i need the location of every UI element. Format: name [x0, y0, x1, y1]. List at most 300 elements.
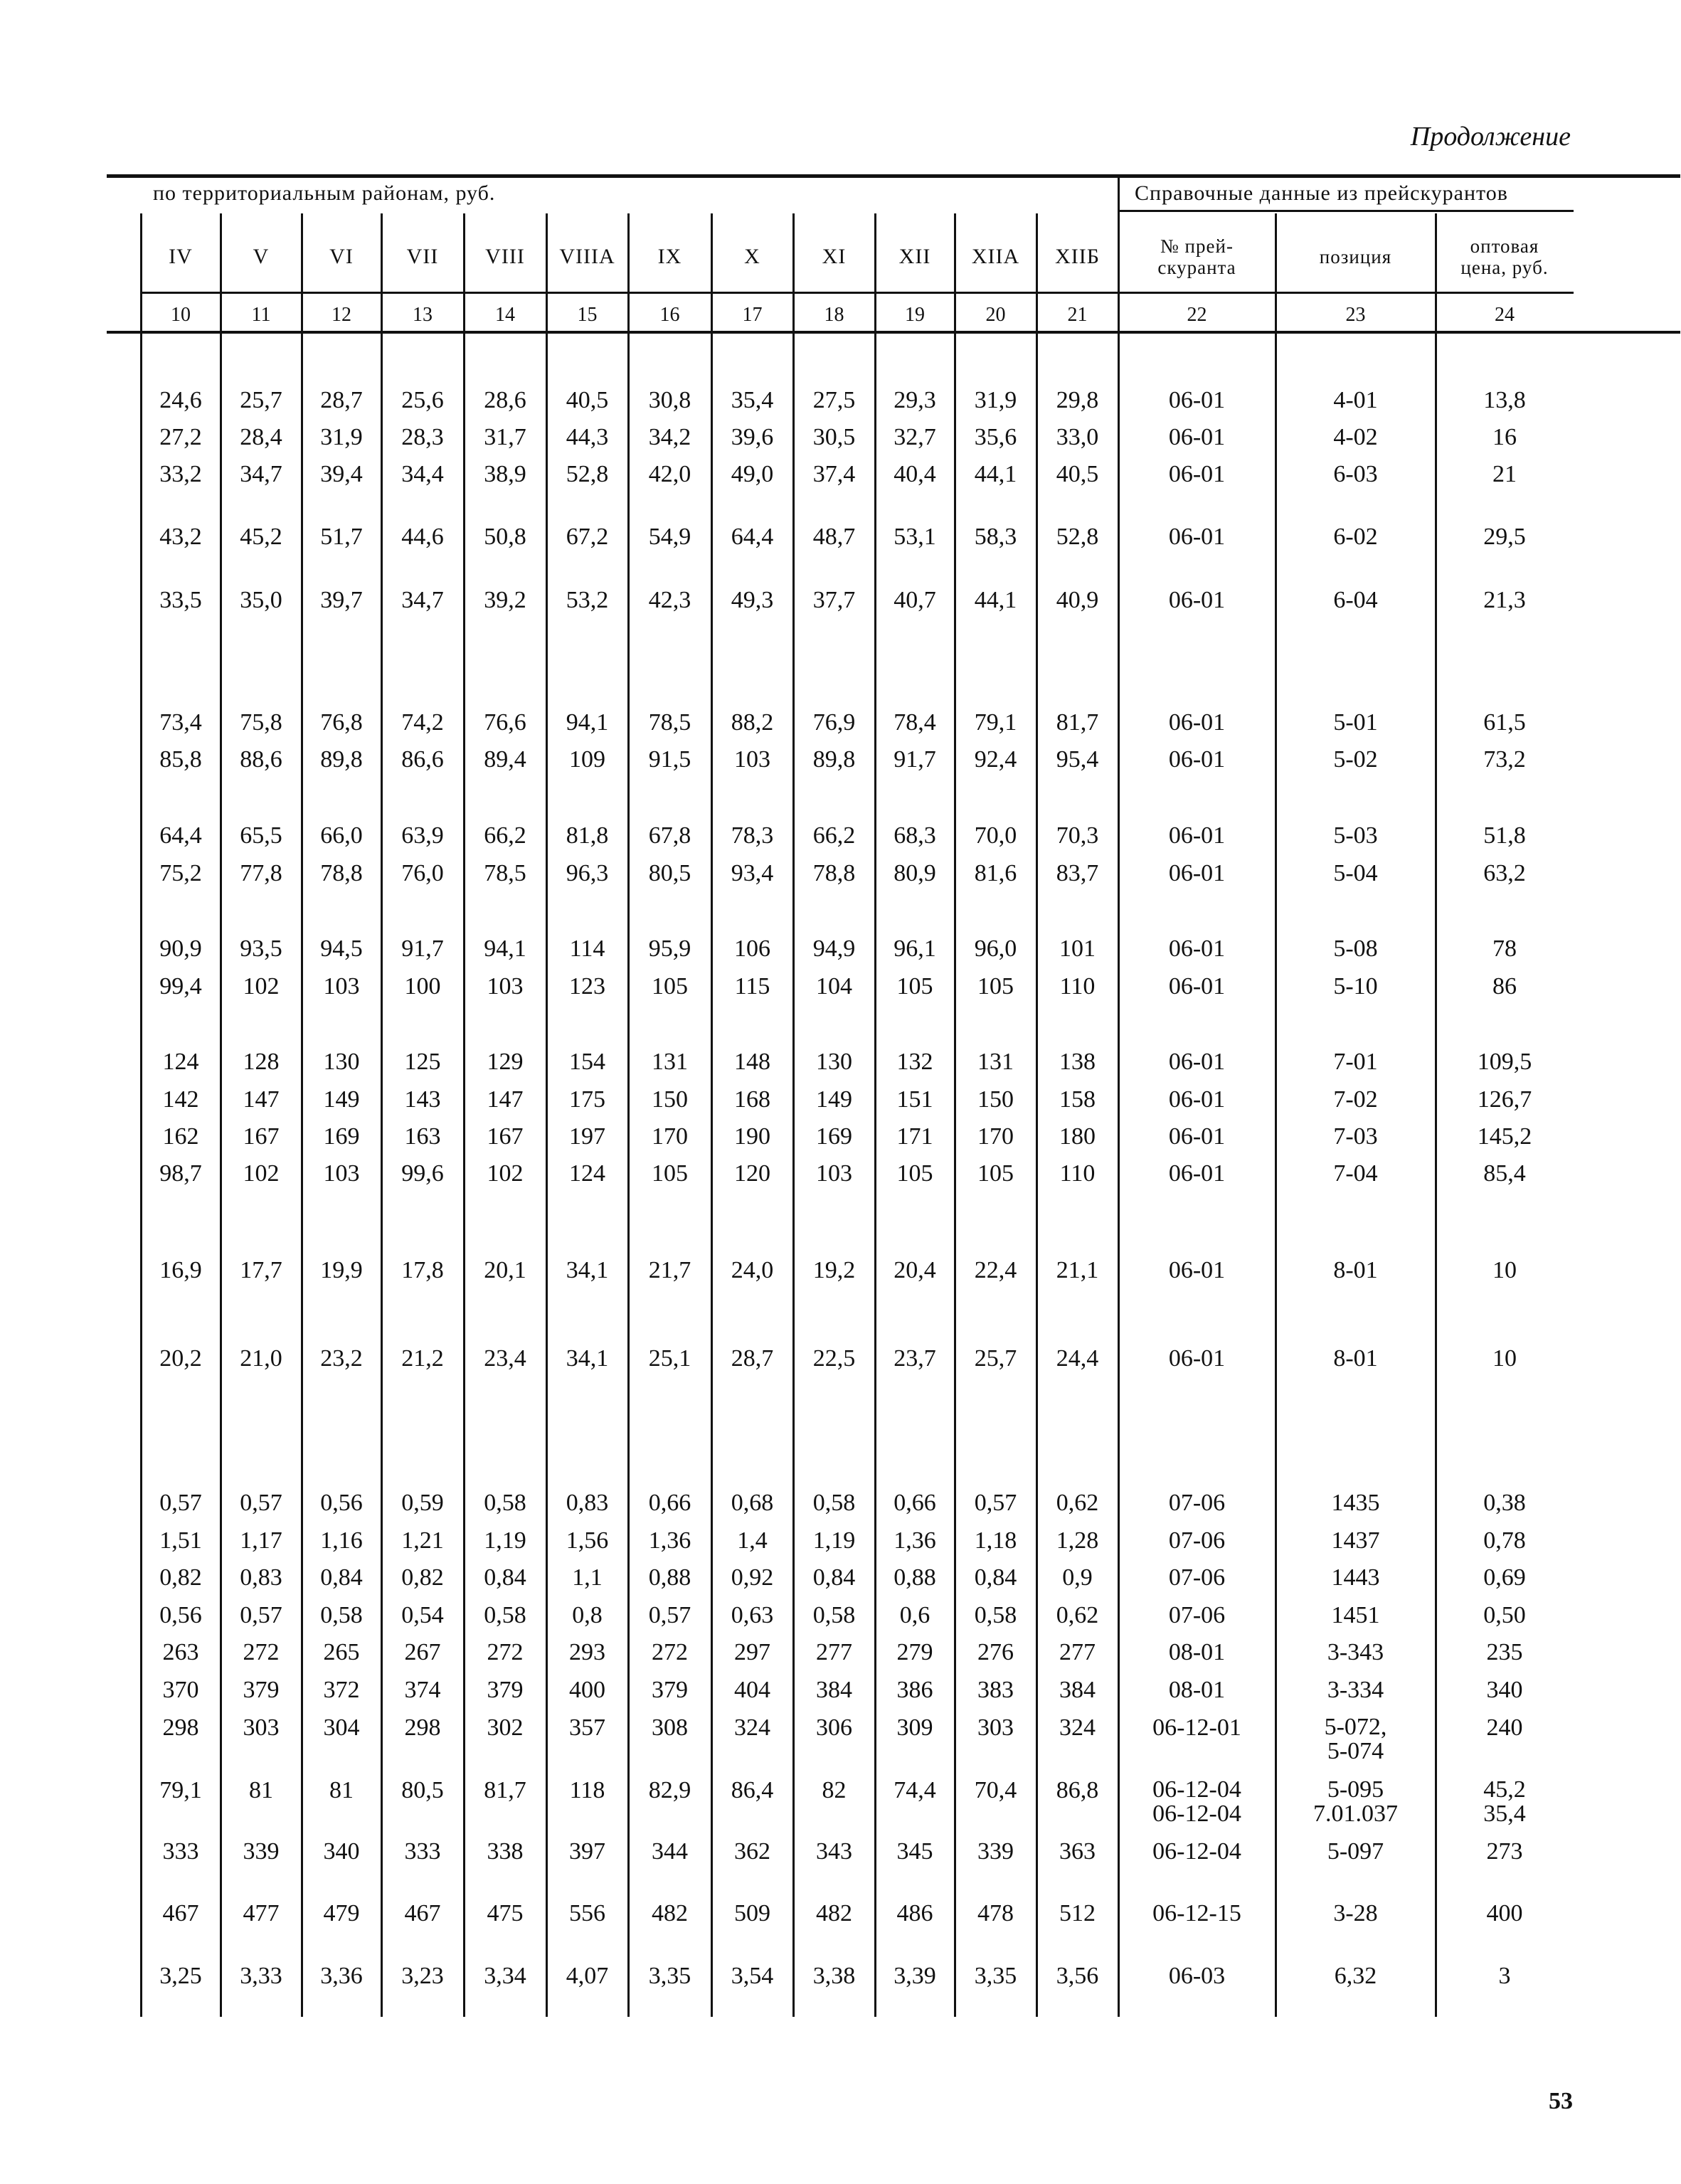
table-cell: 0,92 [731, 1564, 774, 1591]
table-cell: 67,8 [648, 822, 691, 849]
table-cell: 404 [734, 1677, 770, 1703]
table-cell: 4-02 [1333, 424, 1378, 450]
table-cell: 53,2 [566, 587, 609, 613]
table-cell: 6-02 [1333, 524, 1378, 550]
table-cell: 6-04 [1333, 587, 1378, 613]
column-number: 13 [413, 304, 433, 326]
table-cell: 132 [896, 1049, 933, 1075]
table-cell: 363 [1059, 1838, 1096, 1865]
table-cell: 556 [569, 1900, 605, 1926]
table-cell: 5-04 [1333, 860, 1378, 886]
table-cell: 6,32 [1334, 1963, 1377, 1989]
table-cell: 273 [1486, 1838, 1523, 1865]
table-cell: 124 [569, 1160, 605, 1187]
table-cell: 277 [816, 1639, 852, 1665]
table-cell: 06-01 [1168, 524, 1226, 550]
table-cell: 78 [1492, 935, 1517, 962]
table-cell: 06-12-04 06-12-04 [1152, 1776, 1241, 1827]
table-cell: 308 [652, 1714, 688, 1741]
table-cell: 28,3 [401, 424, 444, 450]
table-cell: 102 [243, 973, 280, 1000]
table-cell: 35,6 [974, 424, 1017, 450]
table-cell: 379 [243, 1677, 280, 1703]
table-cell: 31,7 [484, 424, 526, 450]
table-cell: 168 [734, 1086, 770, 1113]
column-number: 15 [577, 304, 598, 326]
column-header: IV [169, 245, 193, 268]
table-cell: 79,1 [974, 709, 1017, 736]
table-cell: 169 [816, 1123, 852, 1150]
table-cell: 28,6 [484, 387, 526, 413]
table-cell: 39,2 [484, 587, 526, 613]
column-number: 20 [985, 304, 1006, 326]
table-cell: 340 [1486, 1677, 1523, 1703]
table-cell: 25,7 [974, 1345, 1017, 1372]
table-cell: 467 [162, 1900, 199, 1926]
table-cell: 293 [569, 1639, 605, 1665]
table-cell: 131 [977, 1049, 1014, 1075]
table-cell: 80,9 [893, 860, 936, 886]
table-cell: 16 [1492, 424, 1517, 450]
table-cell: 0,88 [648, 1564, 691, 1591]
table-cell: 90,9 [159, 935, 202, 962]
table-cell: 5-02 [1333, 746, 1378, 773]
table-cell: 103 [487, 973, 524, 1000]
table-cell: 19,9 [320, 1257, 363, 1283]
table-cell: 370 [162, 1677, 199, 1703]
table-cell: 3,56 [1056, 1963, 1099, 1989]
table-cell: 75,8 [240, 709, 282, 736]
table-cell: 167 [487, 1123, 524, 1150]
table-cell: 386 [896, 1677, 933, 1703]
column-header: № прей- скуранта [1157, 235, 1236, 278]
table-cell: 08-01 [1168, 1639, 1226, 1665]
table-cell: 3,54 [731, 1963, 774, 1989]
table-cell: 0,57 [240, 1490, 282, 1516]
table-cell: 45,2 35,4 [1483, 1776, 1526, 1827]
table-cell: 362 [734, 1838, 770, 1865]
table-cell: 53,1 [893, 524, 936, 550]
column-header: IX [657, 245, 682, 268]
table-cell: 80,5 [648, 860, 691, 886]
table-cell: 303 [243, 1714, 280, 1741]
table-cell: 397 [569, 1838, 605, 1865]
table-cell: 149 [816, 1086, 852, 1113]
table-cell: 5-10 [1333, 973, 1378, 1000]
table-cell: 0,69 [1483, 1564, 1526, 1591]
table-cell: 50,8 [484, 524, 526, 550]
table-cell: 07-06 [1168, 1490, 1226, 1516]
table-cell: 6-03 [1333, 461, 1378, 487]
table-cell: 103 [323, 1160, 360, 1187]
table-cell: 0,57 [648, 1602, 691, 1628]
table-cell: 06-12-15 [1152, 1900, 1241, 1926]
group-header-districts: по территориальным районам, руб. [153, 181, 496, 205]
table-cell: 0,9 [1062, 1564, 1093, 1591]
table-cell: 197 [569, 1123, 605, 1150]
column-number: 19 [905, 304, 925, 326]
column-header: VIII [485, 245, 525, 268]
table-cell: 102 [243, 1160, 280, 1187]
table-cell: 06-01 [1168, 424, 1226, 450]
table-cell: 77,8 [240, 860, 282, 886]
table-cell: 333 [162, 1838, 199, 1865]
table-cell: 1451 [1331, 1602, 1380, 1628]
table-cell: 8-01 [1333, 1257, 1378, 1283]
table-cell: 06-01 [1168, 746, 1226, 773]
table-cell: 5-01 [1333, 709, 1378, 736]
table-cell: 1443 [1331, 1564, 1380, 1591]
column-header: X [744, 245, 760, 268]
table-cell: 73,2 [1483, 746, 1526, 773]
table-cell: 78,8 [812, 860, 856, 886]
table-cell: 31,9 [974, 387, 1017, 413]
table-cell: 1,1 [572, 1564, 603, 1591]
table-cell: 379 [487, 1677, 524, 1703]
table-cell: 07-06 [1168, 1602, 1226, 1628]
table-cell: 235 [1486, 1639, 1523, 1665]
table-cell: 31,9 [320, 424, 363, 450]
table-cell: 0,62 [1056, 1490, 1099, 1516]
table-cell: 07-06 [1168, 1527, 1226, 1554]
table-cell: 3,25 [159, 1963, 202, 1989]
table-cell: 1435 [1331, 1490, 1380, 1516]
table-cell: 43,2 [159, 524, 202, 550]
table-cell: 131 [652, 1049, 688, 1075]
column-header: XII [898, 245, 931, 268]
table-cell: 66,2 [812, 822, 856, 849]
table-cell: 21,1 [1056, 1257, 1099, 1283]
table-cell: 3,34 [484, 1963, 526, 1989]
table-cell: 89,4 [484, 746, 526, 773]
table-cell: 105 [652, 973, 688, 1000]
table-cell: 1,56 [566, 1527, 609, 1554]
table-cell: 105 [977, 973, 1014, 1000]
table-cell: 37,7 [812, 587, 856, 613]
table-cell: 115 [734, 973, 770, 1000]
table-cell: 81 [249, 1777, 273, 1803]
column-header: VIIIA [559, 245, 615, 268]
table-cell: 66,0 [320, 822, 363, 849]
table-cell: 400 [569, 1677, 605, 1703]
table-cell: 5-095 7.01.037 [1313, 1776, 1398, 1827]
table-cell: 1,16 [320, 1527, 363, 1554]
table-cell: 96,3 [566, 860, 609, 886]
table-cell: 148 [734, 1049, 770, 1075]
table-cell: 512 [1059, 1900, 1096, 1926]
table-cell: 7-03 [1333, 1123, 1378, 1150]
table-cell: 33,0 [1056, 424, 1099, 450]
table-cell: 3 [1498, 1963, 1511, 1989]
table-cell: 86,8 [1056, 1777, 1099, 1803]
table-cell: 78,5 [648, 709, 691, 736]
table-cell: 343 [816, 1838, 852, 1865]
table-cell: 114 [569, 935, 605, 962]
column-header: VII [406, 245, 439, 268]
table-cell: 28,4 [240, 424, 282, 450]
table-cell: 34,4 [401, 461, 444, 487]
table-cell: 06-01 [1168, 587, 1226, 613]
table-cell: 88,6 [240, 746, 282, 773]
table-cell: 52,8 [1056, 524, 1099, 550]
table-cell: 384 [816, 1677, 852, 1703]
table-cell: 78,5 [484, 860, 526, 886]
table-cell: 128 [243, 1049, 280, 1075]
table-cell: 3,39 [893, 1963, 936, 1989]
table-cell: 89,8 [812, 746, 856, 773]
table-cell: 147 [487, 1086, 524, 1113]
table-cell: 265 [323, 1639, 360, 1665]
table-cell: 306 [816, 1714, 852, 1741]
table-cell: 22,4 [974, 1257, 1017, 1283]
table-cell: 25,7 [240, 387, 282, 413]
table-cell: 37,4 [812, 461, 856, 487]
table-cell: 24,0 [731, 1257, 774, 1283]
table-cell: 180 [1059, 1123, 1096, 1150]
table-cell: 0,78 [1483, 1527, 1526, 1554]
table-cell: 0,63 [731, 1602, 774, 1628]
table-cell: 76,0 [401, 860, 444, 886]
table-cell: 35,0 [240, 587, 282, 613]
table-cell: 06-01 [1168, 860, 1226, 886]
table-cell: 163 [404, 1123, 441, 1150]
table-cell: 06-01 [1168, 973, 1226, 1000]
table-cell: 42,3 [648, 587, 691, 613]
column-number: 12 [332, 304, 351, 326]
table-cell: 95,4 [1056, 746, 1099, 773]
table-cell: 3,38 [812, 1963, 856, 1989]
page-number: 53 [1549, 2088, 1573, 2114]
table-cell: 63,9 [401, 822, 444, 849]
table-cell: 33,5 [159, 587, 202, 613]
table-cell: 333 [404, 1838, 441, 1865]
table-cell: 45,2 [240, 524, 282, 550]
table-cell: 98,7 [159, 1160, 202, 1187]
table-cell: 94,1 [484, 935, 526, 962]
table-cell: 170 [977, 1123, 1014, 1150]
table-cell: 06-01 [1168, 1086, 1226, 1113]
table-cell: 110 [1059, 1160, 1096, 1187]
table-cell: 20,1 [484, 1257, 526, 1283]
column-header: оптовая цена, руб. [1460, 235, 1549, 278]
table-cell: 101 [1059, 935, 1096, 962]
table-cell: 91,7 [401, 935, 444, 962]
table-cell: 143 [404, 1086, 441, 1113]
table-cell: 0,58 [812, 1602, 856, 1628]
table-cell: 81,6 [974, 860, 1017, 886]
table-cell: 158 [1059, 1086, 1096, 1113]
table-cell: 5-072, 5-074 [1324, 1714, 1387, 1764]
table-cell: 42,0 [648, 461, 691, 487]
table-cell: 1,18 [974, 1527, 1017, 1554]
table-cell: 76,8 [320, 709, 363, 736]
table-cell: 190 [734, 1123, 770, 1150]
column-number: 18 [824, 304, 844, 326]
table-cell: 96,0 [974, 935, 1017, 962]
table-cell: 65,5 [240, 822, 282, 849]
table-cell: 0,57 [159, 1490, 202, 1516]
table-cell: 309 [896, 1714, 933, 1741]
table-cell: 19,2 [812, 1257, 856, 1283]
table-cell: 298 [162, 1714, 199, 1741]
column-header: позиция [1319, 246, 1392, 267]
table-cell: 467 [404, 1900, 441, 1926]
table-cell: 06-12-01 [1152, 1714, 1241, 1741]
table-cell: 40,5 [1056, 461, 1099, 487]
table-cell: 3-334 [1327, 1677, 1384, 1703]
table-cell: 1,19 [484, 1527, 526, 1554]
table-cell: 0,54 [401, 1602, 444, 1628]
table-cell: 124 [162, 1049, 199, 1075]
table-cell: 100 [404, 973, 441, 1000]
table-cell: 118 [569, 1777, 605, 1803]
table-cell: 482 [816, 1900, 852, 1926]
table-cell: 29,8 [1056, 387, 1099, 413]
table-cell: 28,7 [731, 1345, 774, 1372]
table-cell: 110 [1059, 973, 1096, 1000]
table-cell: 175 [569, 1086, 605, 1113]
table-cell: 06-01 [1168, 1123, 1226, 1150]
table-cell: 34,7 [401, 587, 444, 613]
table-cell: 67,2 [566, 524, 609, 550]
table-cell: 06-01 [1168, 935, 1226, 962]
table-cell: 89,8 [320, 746, 363, 773]
table-cell: 51,7 [320, 524, 363, 550]
table-cell: 479 [323, 1900, 360, 1926]
table-cell: 0,58 [974, 1602, 1017, 1628]
table-cell: 106 [734, 935, 770, 962]
table-cell: 103 [816, 1160, 852, 1187]
table-cell: 1,17 [240, 1527, 282, 1554]
table-cell: 130 [816, 1049, 852, 1075]
column-header: XI [822, 245, 847, 268]
table-cell: 345 [896, 1838, 933, 1865]
table-cell: 21,0 [240, 1345, 282, 1372]
table-cell: 23,2 [320, 1345, 363, 1372]
table-cell: 0,83 [566, 1490, 609, 1516]
column-number: 23 [1345, 304, 1366, 326]
table-cell: 40,9 [1056, 587, 1099, 613]
table-cell: 06-01 [1168, 461, 1226, 487]
table-cell: 5-03 [1333, 822, 1378, 849]
table-cell: 240 [1486, 1714, 1523, 1741]
column-header: VI [329, 245, 354, 268]
table-cell: 0,66 [648, 1490, 691, 1516]
table-cell: 44,1 [974, 587, 1017, 613]
table-cell: 21,7 [648, 1257, 691, 1283]
table-cell: 8-01 [1333, 1345, 1378, 1372]
table-cell: 142 [162, 1086, 199, 1113]
table-cell: 102 [487, 1160, 524, 1187]
table-cell: 170 [652, 1123, 688, 1150]
table-cell: 40,7 [893, 587, 936, 613]
table-cell: 78,8 [320, 860, 363, 886]
table-cell: 4-01 [1333, 387, 1378, 413]
table-cell: 0,56 [320, 1490, 363, 1516]
table-cell: 0,38 [1483, 1490, 1526, 1516]
table-cell: 20,2 [159, 1345, 202, 1372]
table-cell: 171 [896, 1123, 933, 1150]
table-cell: 06-01 [1168, 1160, 1226, 1187]
table-cell: 103 [734, 746, 770, 773]
table-cell: 54,9 [648, 524, 691, 550]
table-cell: 82,9 [648, 1777, 691, 1803]
table-cell: 28,7 [320, 387, 363, 413]
table-cell: 3-343 [1327, 1639, 1384, 1665]
table-cell: 39,4 [320, 461, 363, 487]
table-cell: 39,7 [320, 587, 363, 613]
table-cell: 304 [323, 1714, 360, 1741]
table-cell: 94,5 [320, 935, 363, 962]
table-cell: 324 [734, 1714, 770, 1741]
table-cell: 277 [1059, 1639, 1096, 1665]
table-cell: 1,28 [1056, 1527, 1099, 1554]
table-cell: 39,6 [731, 424, 774, 450]
table-cell: 06-01 [1168, 387, 1226, 413]
column-number: 17 [742, 304, 763, 326]
table-cell: 86,6 [401, 746, 444, 773]
table-cell: 34,2 [648, 424, 691, 450]
table-cell: 88,2 [731, 709, 774, 736]
table-cell: 70,3 [1056, 822, 1099, 849]
group-header-reference: Справочные данные из прейскурантов [1135, 181, 1508, 205]
table-cell: 58,3 [974, 524, 1017, 550]
continuation-label: Продолжение [1410, 122, 1571, 152]
table-cell: 3,36 [320, 1963, 363, 1989]
table-cell: 0,66 [893, 1490, 936, 1516]
table-cell: 27,5 [812, 387, 856, 413]
table-cell: 151 [896, 1086, 933, 1113]
table-cell: 169 [323, 1123, 360, 1150]
table-cell: 1,36 [648, 1527, 691, 1554]
table-cell: 272 [243, 1639, 280, 1665]
table-cell: 279 [896, 1639, 933, 1665]
table-cell: 0,84 [484, 1564, 526, 1591]
table-cell: 21,2 [401, 1345, 444, 1372]
table-cell: 06-01 [1168, 709, 1226, 736]
table-cell: 35,4 [731, 387, 774, 413]
column-header: XIIA [971, 245, 1020, 268]
table-cell: 0,88 [893, 1564, 936, 1591]
table-cell: 0,6 [899, 1602, 930, 1628]
table-cell: 154 [569, 1049, 605, 1075]
table-cell: 147 [243, 1086, 280, 1113]
table-cell: 297 [734, 1639, 770, 1665]
column-number: 16 [659, 304, 680, 326]
table-cell: 10 [1492, 1257, 1517, 1283]
table-cell: 0,84 [812, 1564, 856, 1591]
table-cell: 82 [822, 1777, 847, 1803]
table-cell: 0,62 [1056, 1602, 1099, 1628]
table-cell: 123 [569, 973, 605, 1000]
table-cell: 0,56 [159, 1602, 202, 1628]
table-cell: 38,9 [484, 461, 526, 487]
table-cell: 91,5 [648, 746, 691, 773]
table-cell: 85,8 [159, 746, 202, 773]
table-cell: 339 [243, 1838, 280, 1865]
table-cell: 34,1 [566, 1257, 609, 1283]
table-cell: 78,4 [893, 709, 936, 736]
table-cell: 75,2 [159, 860, 202, 886]
table-cell: 10 [1492, 1345, 1517, 1372]
table-cell: 0,84 [320, 1564, 363, 1591]
table-cell: 74,4 [893, 1777, 936, 1803]
table-cell: 126,7 [1477, 1086, 1532, 1113]
table-cell: 0,59 [401, 1490, 444, 1516]
table-cell: 149 [323, 1086, 360, 1113]
table-cell: 302 [487, 1714, 524, 1741]
table-cell: 81 [329, 1777, 354, 1803]
